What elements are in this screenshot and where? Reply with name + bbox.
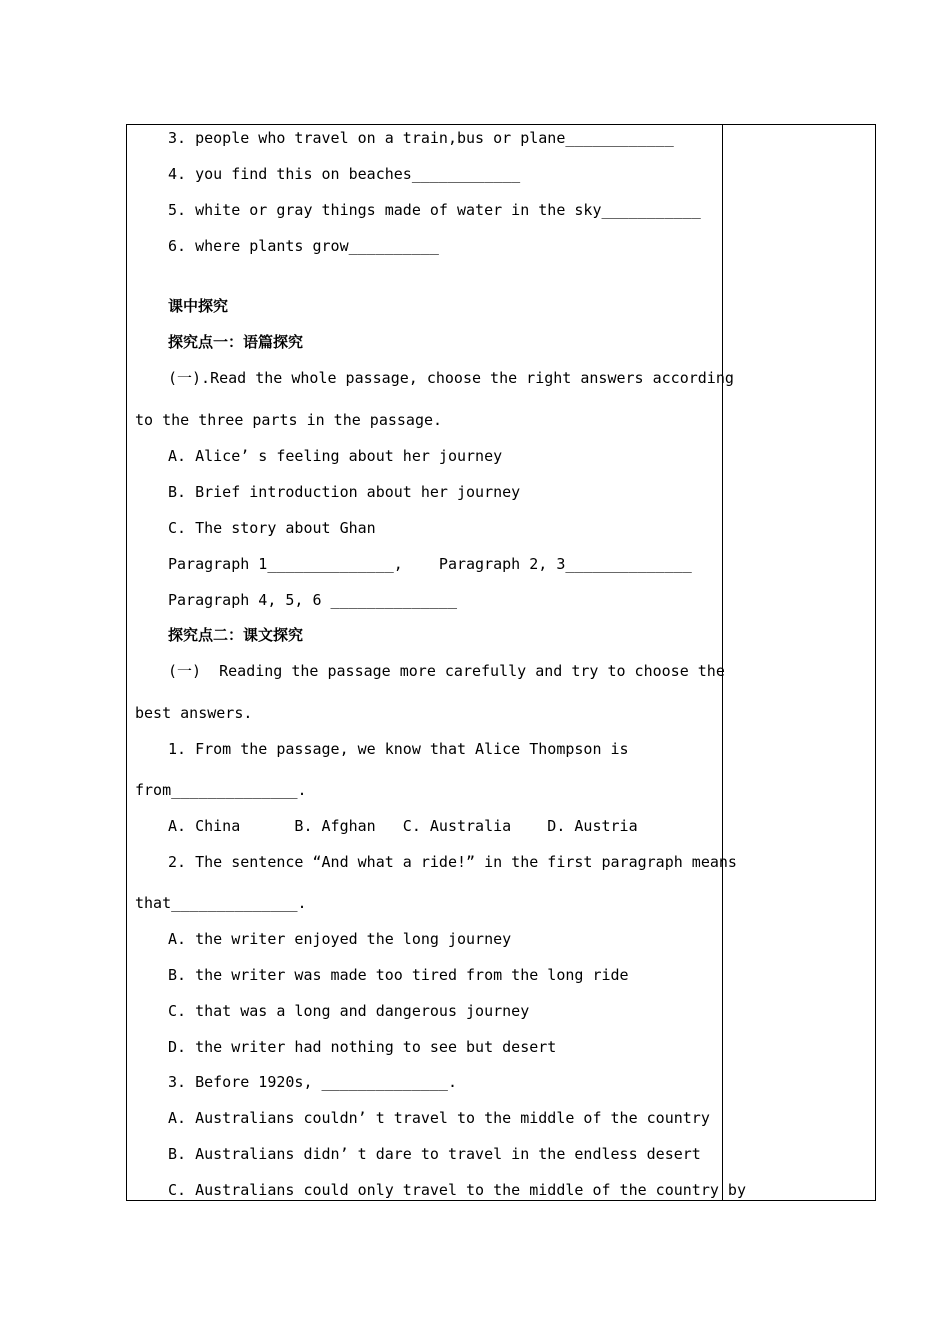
vocab-item-6: 6. where plants grow__________ <box>168 237 439 255</box>
section-heading-point-2: 探究点二：课文探究 <box>168 626 304 644</box>
vocab-item-4: 4. you find this on beaches____________ <box>168 165 521 183</box>
task-1-instruction: (一).Read the whole passage, choose the right answers according <box>168 369 734 387</box>
question-2: 2. The sentence “And what a ride!” in the first paragraph means <box>168 853 737 871</box>
question-3-option-a: A. Australians couldn’ t travel to the middle of the country <box>168 1109 710 1127</box>
question-2-option-b: B. the writer was made too tired from the long ride <box>168 966 629 984</box>
question-2-option-c: C. that was a long and dangerous journey <box>168 1002 530 1020</box>
question-3-option-b: B. Australians didn’ t dare to travel in the endless desert <box>168 1145 701 1163</box>
vocab-item-3: 3. people who travel on a train,bus or plane____________ <box>168 129 674 147</box>
vocab-item-5: 5. white or gray things made of water in the sky___________ <box>168 201 701 219</box>
question-3: 3. Before 1920s, ______________. <box>168 1073 457 1091</box>
question-1: 1. From the passage, we know that Alice Thompson is <box>168 740 629 758</box>
task-1-instruction-cont: to the three parts in the passage. <box>135 411 443 429</box>
option-a: A. Alice’ s feeling about her journey <box>168 447 503 465</box>
paragraph-blanks-1: Paragraph 1______________, Paragraph 2, 3______________ <box>168 555 692 573</box>
question-2-blank: that______________. <box>135 894 307 912</box>
option-c: C. The story about Ghan <box>168 519 376 537</box>
question-1-options: A. China B. Afghan C. Australia D. Austria <box>168 817 638 835</box>
paragraph-blanks-2: Paragraph 4, 5, 6 ______________ <box>168 591 457 609</box>
question-1-blank: from______________. <box>135 781 307 799</box>
question-2-option-a: A. the writer enjoyed the long journey <box>168 930 512 948</box>
task-2-instruction-cont: best answers. <box>135 704 253 722</box>
task-2-instruction: (一) Reading the passage more carefully and try to choose the <box>168 662 725 680</box>
question-3-option-c: C. Australians could only travel to the middle of the country by <box>168 1181 746 1199</box>
section-heading-point-1: 探究点一：语篇探究 <box>168 333 304 351</box>
section-heading-in-class: 课中探究 <box>168 297 229 315</box>
option-b: B. Brief introduction about her journey <box>168 483 521 501</box>
question-2-option-d: D. the writer had nothing to see but desert <box>168 1038 557 1056</box>
